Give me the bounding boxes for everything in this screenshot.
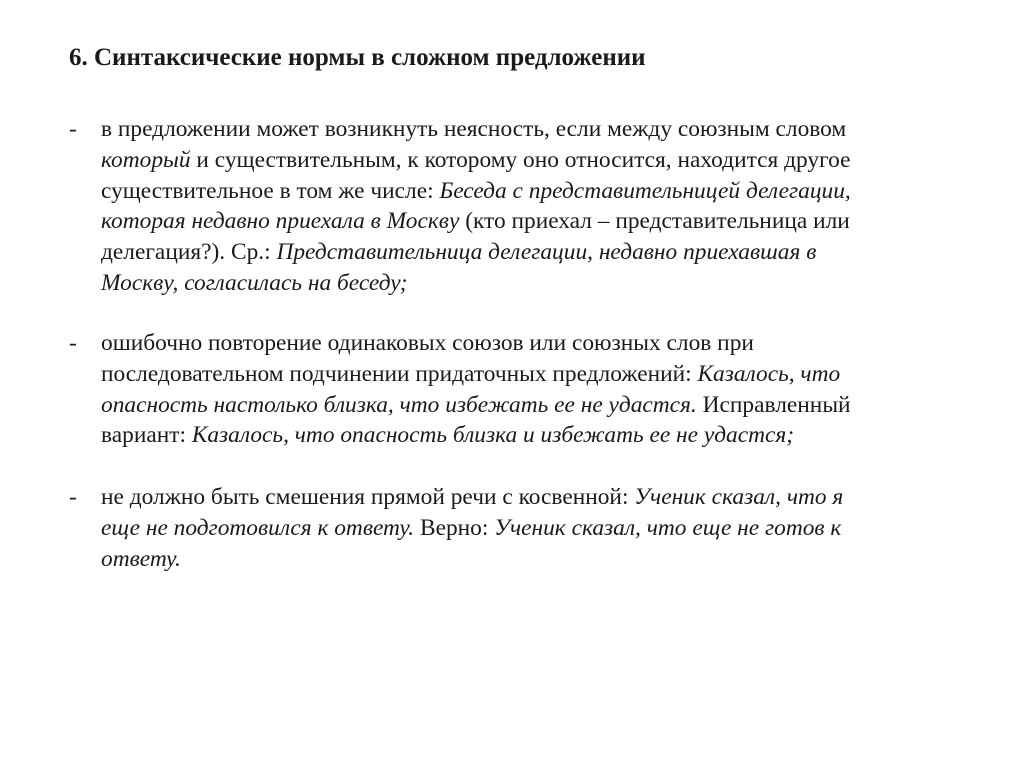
body-text: не должно быть смешения прямой речи с косвенной: [101,484,635,510]
example-text: Казалось, что [697,360,841,387]
text-line [101,206,949,237]
text-line [101,237,949,268]
text-line [101,328,949,359]
example-text: Ученик сказал, что я [634,484,844,510]
example-text: ответу. [101,545,181,572]
body-text: Исправленный [696,391,851,418]
example-text: Москву, согласилась на беседу; [101,269,408,296]
bullet-marker: - [69,116,77,142]
text-line [101,513,949,544]
text-line [101,390,949,421]
bullet-text [101,114,949,299]
body-text: вариант: [101,422,192,449]
text-line [101,544,949,575]
bullet-item-2 [69,328,949,451]
bullet-marker: - [69,484,77,510]
bullet-text [101,482,949,574]
example-text: которая недавно приехала в Москву [101,208,460,235]
text-line [101,420,949,451]
example-text: еще не подготовился к ответу. [101,514,415,541]
text-line [101,145,949,176]
text-line [101,114,949,145]
body-text: и существительным, к которому оно относится, находится другое [190,146,851,173]
example-text: Беседа с представительницей делегации, [439,177,851,204]
body-text: в предложении может возникнуть неясность, если между союзным словом [101,116,847,142]
example-text: Ученик сказал, что еще не готов к [494,514,842,541]
slide-title: 6. Синтаксические нормы в сложном предложении [69,44,646,71]
text-line [101,482,949,513]
example-text: Казалось, что опасность близка и избежать ее не удастся; [191,422,795,449]
body-text: делегация?). Ср.: [101,239,277,266]
example-text: опасность настолько близка, что избежать ее не удастся. [101,391,697,418]
body-text: существительное в том же числе: [101,177,440,204]
text-line [101,176,949,207]
body-text: Верно: [414,514,495,541]
example-text: Представительница делегации, недавно приехавшая в [276,239,817,266]
body-text: последовательном подчинении придаточных предложений: [101,360,698,387]
body-text: ошибочно повторение одинаковых союзов или союзных слов при [101,330,754,356]
text-line [101,359,949,390]
bullet-item-3 [69,482,949,574]
example-text: который [101,146,191,173]
bullet-item-1 [69,114,949,299]
body-text: (кто приехал – представительница или [459,208,850,235]
text-line [101,268,949,299]
bullet-text [101,328,949,451]
bullet-marker: - [69,330,77,356]
